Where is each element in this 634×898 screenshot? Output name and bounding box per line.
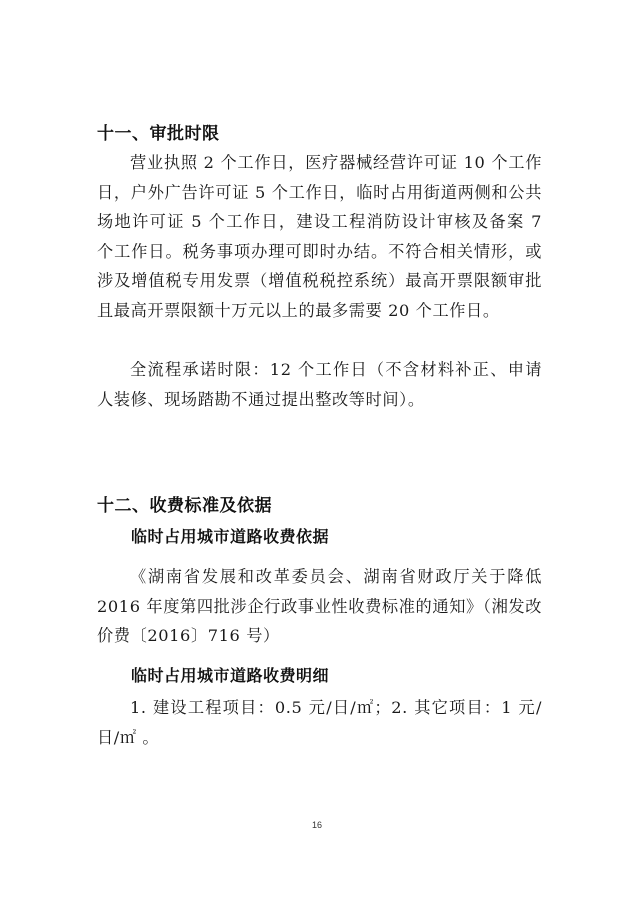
section-11-paragraph-approval-times: 营业执照 2 个工作日，医疗器械经营许可证 10 个工作日，户外广告许可证 5 个工作日，临时占用街道两侧和公共场地许可证 5 个工作日，建设工程消防设计审核及备案 7 个工作日。税务事项办理可即时办结。不符合相关情形，或涉及增值税专用发票（增值税税控系统）最高开票限额审批且最高开票限额十万元以上的最多需要 20 个工作日。 <box>97 153 542 320</box>
fee-basis-text: 《湖南省发展和改革委员会、湖南省财政厅关于降低 2016 年度第四批涉企行政事业性收费标准的通知》（湘发改价费〔2016〕716 号） <box>97 567 542 645</box>
section-12-heading: 十二、收费标准及依据 <box>97 496 272 516</box>
fee-detail-text: 1. 建设工程项目：0.5 元/日/㎡；2. 其它项目：1 元/日/㎡ 。 <box>97 698 542 747</box>
fee-detail-title: 临时占用城市道路收费明细 <box>131 666 330 685</box>
fee-basis-title: 临时占用城市道路收费依据 <box>131 527 330 546</box>
section-11-paragraph-total-time: 全流程承诺时限：12 个工作日（不含材料补正、申请人装修、现场踏勘不通过提出整改等时间）。 <box>97 360 542 409</box>
page-number: 16 <box>311 820 322 830</box>
section-11-heading: 十一、审批时限 <box>97 124 220 144</box>
